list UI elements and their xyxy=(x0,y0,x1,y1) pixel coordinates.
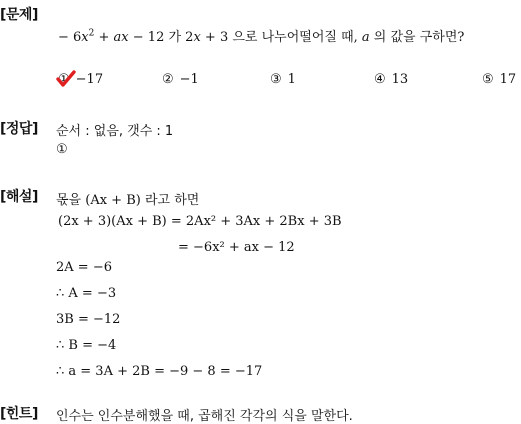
equation-5: 3B = −12 xyxy=(56,312,121,327)
equation-2: = −6x² + ax − 12 xyxy=(178,240,295,255)
equation-1: (2x + 3)(Ax + B) = 2Ax² + 3Ax + 2Bx + 3B xyxy=(58,214,342,229)
equation-3: 2A = −6 xyxy=(56,260,112,275)
choice-5[interactable]: ⑤ 17 xyxy=(482,72,517,87)
choice-4[interactable]: ④ 13 xyxy=(374,72,409,87)
problem-label: [문제] xyxy=(0,7,38,23)
checkmark-icon xyxy=(55,68,77,90)
hint-label: [힌트] xyxy=(0,406,38,422)
answer-order-text: 순서 : 없음, 갯수 : 1 xyxy=(56,124,174,139)
answer-choice: ① xyxy=(56,142,68,157)
explanation-label: [해설] xyxy=(0,189,38,205)
explanation-intro: 몫을 (Ax + B) 라고 하면 xyxy=(56,193,200,208)
equation-4: ∴ A = −3 xyxy=(56,286,117,301)
answer-label: [정답] xyxy=(0,121,38,137)
choice-3[interactable]: ③ 1 xyxy=(270,72,296,87)
equation-6: ∴ B = −4 xyxy=(56,338,117,353)
question-text: − $6x^2$ + ax − 12 가 2x + 3 으로 나누어떨어질 때, a 의 값을 구하면? xyxy=(58,28,465,45)
hint-text: 인수는 인수분해했을 때, 곱해진 각각의 식을 말한다. xyxy=(56,409,353,424)
choice-2[interactable]: ② −1 xyxy=(162,72,199,87)
choice-1[interactable]: ① −17 xyxy=(58,72,104,87)
equation-7: ∴ a = 3A + 2B = −9 − 8 = −17 xyxy=(56,364,263,379)
